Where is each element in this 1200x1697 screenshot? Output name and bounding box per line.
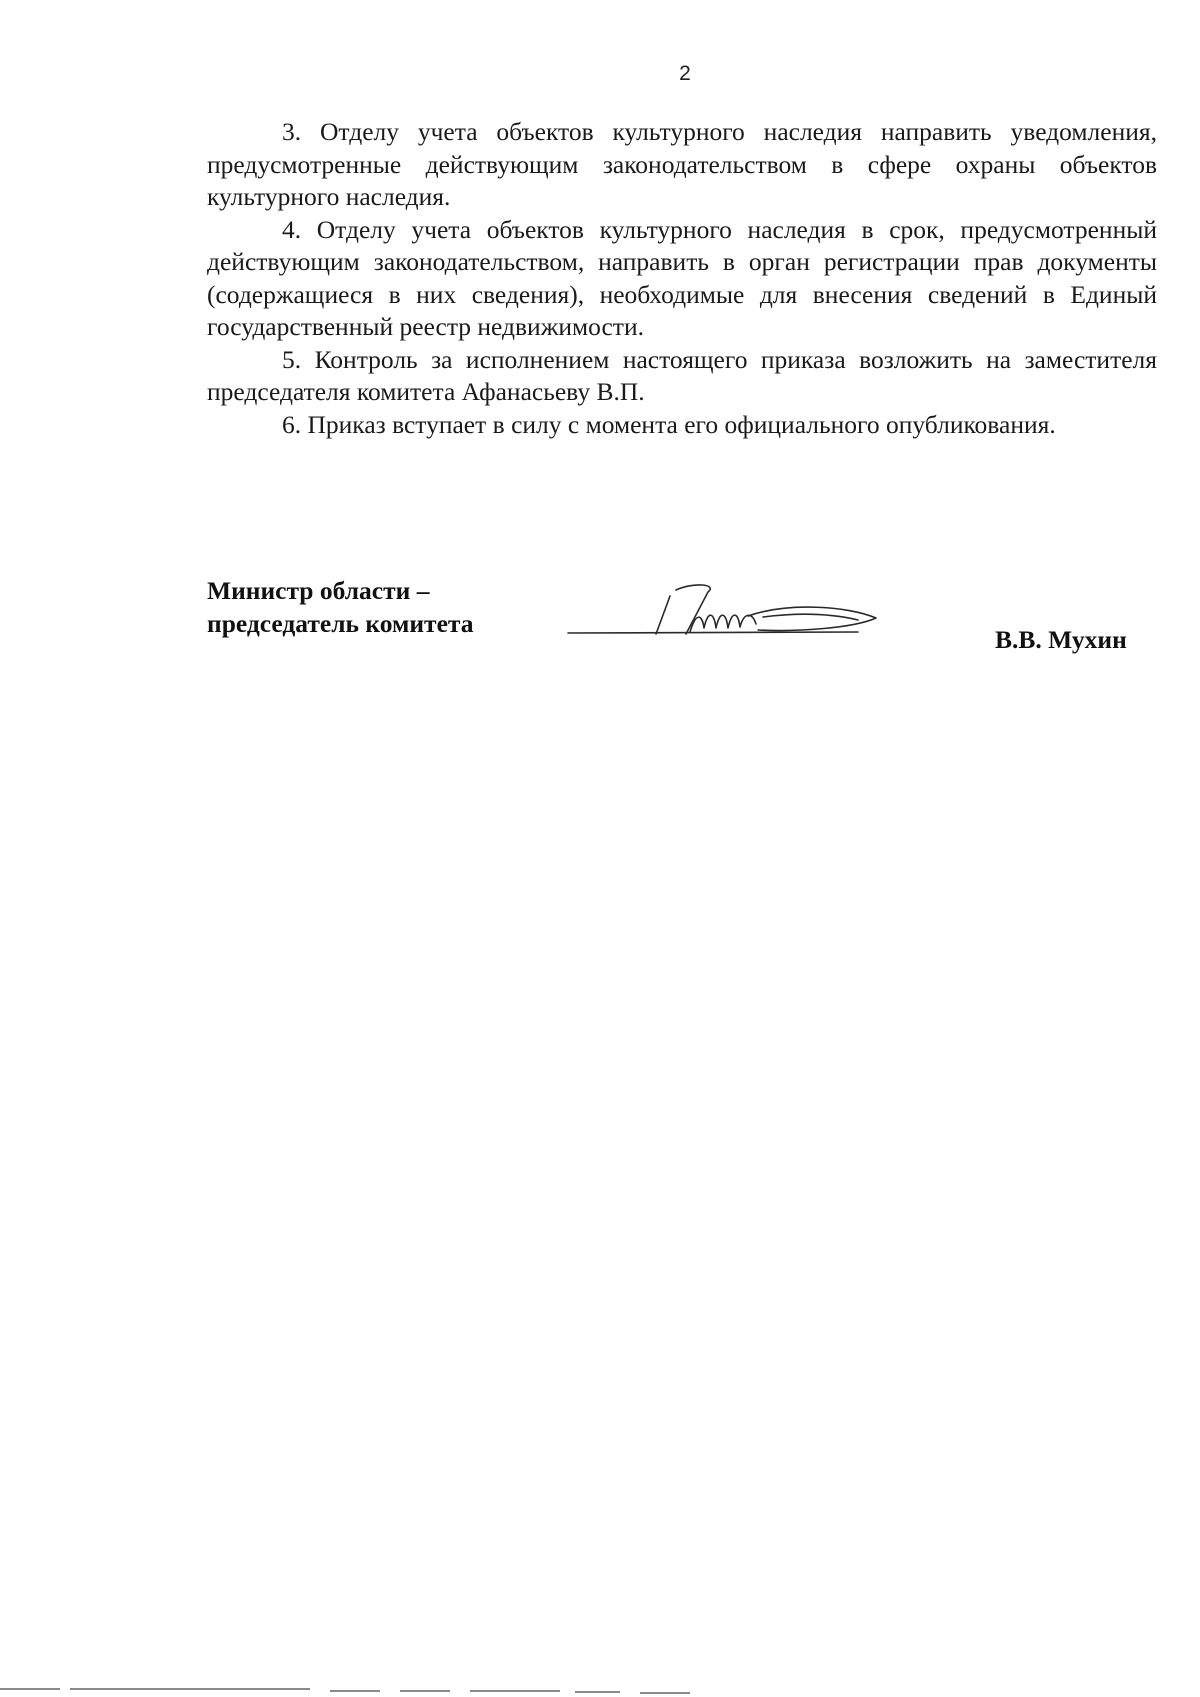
signatory-title-line-2: председатель комитета [207, 609, 474, 638]
paragraph-4: 4. Отделу учета объектов культурного наследия в срок, предусмотренный действующим законодательством, направить в орган регистрации прав документы (содержащиеся в них сведения), необходимые для внесения сведений в Единый государственный реестр недвижимости. [207, 214, 1157, 341]
signature-underline [568, 632, 858, 633]
paragraph-5: 5. Контроль за исполнением настоящего приказа возложить на заместителя председателя комитета Афанасьеву В.П. [207, 344, 1157, 406]
signature-stroke-body [690, 615, 756, 632]
signatory-name: В.В. Мухин [995, 625, 1127, 654]
document-body [207, 116, 1157, 441]
signature-stroke-loop [748, 607, 876, 630]
paragraph-3: 3. Отделу учета объектов культурного наследия направить уведомления, предусмотренные действующим законодательством в сфере охраны объектов культурного наследия. [207, 117, 1157, 211]
signatory-title [207, 574, 473, 640]
signature-stroke-left [656, 596, 670, 634]
signature-stroke-capital [676, 585, 710, 634]
scan-edge-artifact [0, 1683, 1200, 1697]
signature-stroke-flourish [763, 614, 858, 620]
signatory-title-line-1: Министр области – [207, 576, 430, 605]
handwritten-signature [558, 572, 898, 662]
paragraph-6: 6. Приказ вступает в силу с момента его официального опубликования. [282, 409, 1056, 439]
page-number: 2 [679, 62, 691, 85]
